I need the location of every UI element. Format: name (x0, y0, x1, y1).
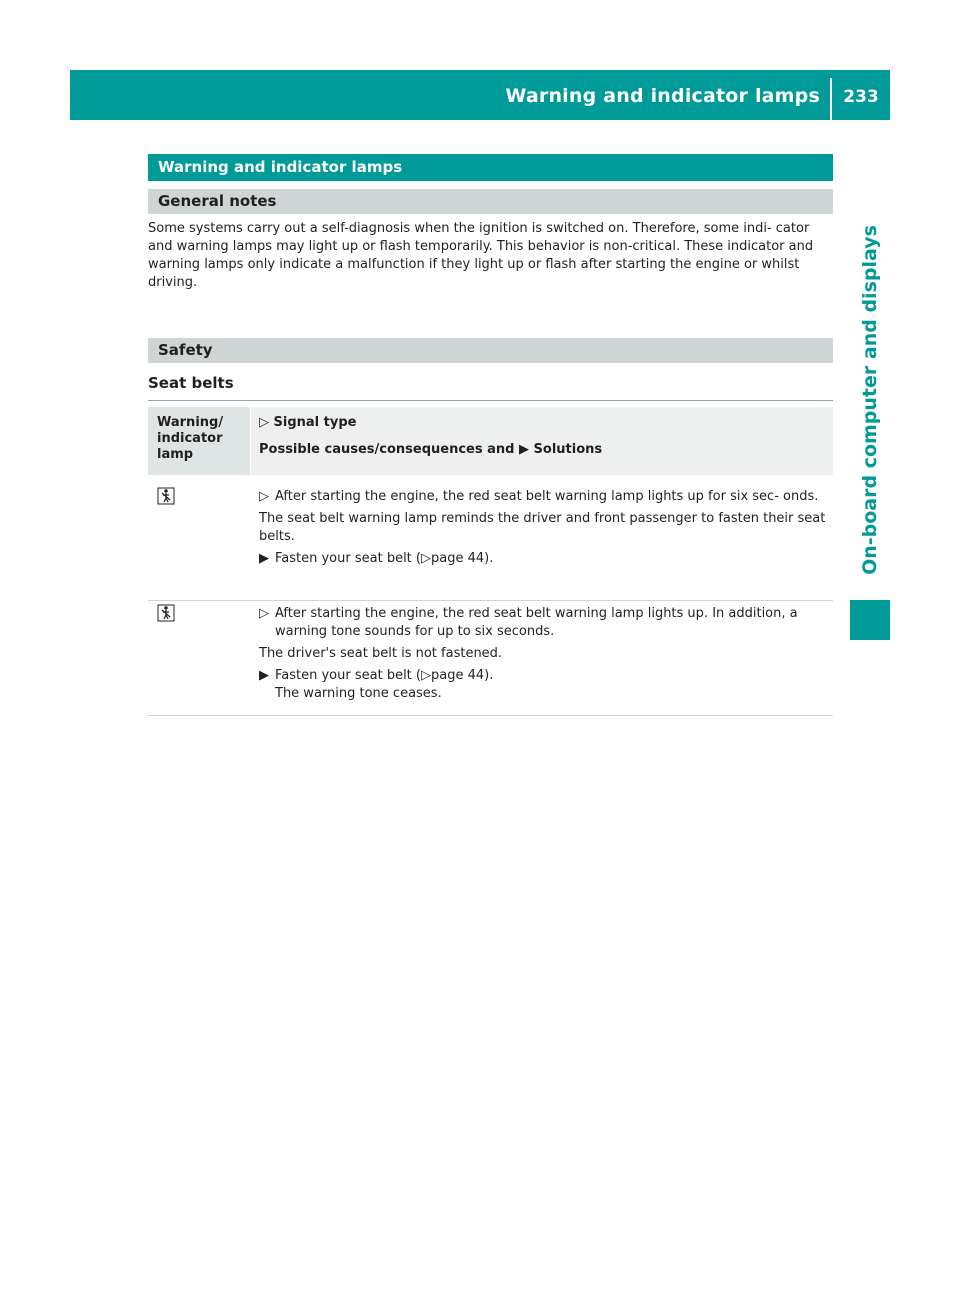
table-header-lamp: Warning/ indicator lamp (148, 407, 250, 475)
header-title: Warning and indicator lamps (505, 85, 820, 107)
page-number: 233 (843, 87, 879, 107)
table-row (259, 605, 831, 707)
chapter-marker (850, 600, 890, 640)
safety-heading: Safety (148, 338, 833, 363)
page-reference-icon: ▷ (420, 668, 431, 683)
signal-type-icon: ▷ (259, 489, 269, 504)
page-reference-icon: ▷ (420, 551, 431, 566)
solutions-label: Solutions (533, 442, 603, 457)
solutions-arrow-icon: ▶ (519, 442, 529, 457)
table-row (259, 488, 831, 572)
causes-label: Possible causes/consequences and (259, 442, 515, 457)
seat-belts-heading: Seat belts (148, 374, 234, 392)
cause-description: The seat belt warning lamp reminds the driver and front passenger to fasten their seat belts. (259, 511, 826, 544)
chapter-side-tab (850, 200, 890, 600)
running-header (70, 70, 890, 120)
seat-belt-warning-icon (156, 487, 196, 507)
solution-result: The warning tone ceases. (275, 686, 442, 701)
seat-belt-warning-icon (156, 604, 196, 624)
chapter-side-tab-label: On-board computer and displays (859, 225, 881, 575)
heading-rule (148, 400, 833, 401)
general-notes-heading: General notes (148, 189, 833, 214)
solution-text: Fasten your seat belt ( (275, 668, 421, 683)
section-title: Warning and indicator lamps (148, 154, 833, 181)
signal-description: After starting the engine, the red seat belt warning lamp lights up for six sec- onds. (275, 489, 819, 504)
solution-arrow-icon: ▶ (259, 551, 269, 566)
table-header-signal (251, 407, 833, 475)
signal-type-icon: ▷ (259, 606, 269, 621)
page-reference-link[interactable]: page 44). (430, 668, 494, 683)
cause-description: The driver's seat belt is not fastened. (259, 646, 503, 661)
row-divider (148, 600, 833, 601)
signal-type-icon: ▷ (259, 415, 269, 430)
table-bottom-rule (148, 715, 833, 716)
solution-text: Fasten your seat belt ( (275, 551, 421, 566)
signal-type-label: Signal type (273, 415, 357, 430)
general-notes-text: Some systems carry out a self-diagnosis when the ignition is switched on. Therefore, some indi- cator and warning lamps may light up or flash temporarily. This behavior is non-critical. These indicator and warning lamps only indicate a malfunction if they light up or flash after starting the engine or whilst driving. (148, 221, 814, 290)
page-reference-link[interactable]: page 44). (430, 551, 494, 566)
signal-description: After starting the engine, the red seat belt warning lamp lights up. In addition, a warning tone sounds for up to six seconds. (275, 606, 798, 639)
solution-arrow-icon: ▶ (259, 668, 269, 683)
